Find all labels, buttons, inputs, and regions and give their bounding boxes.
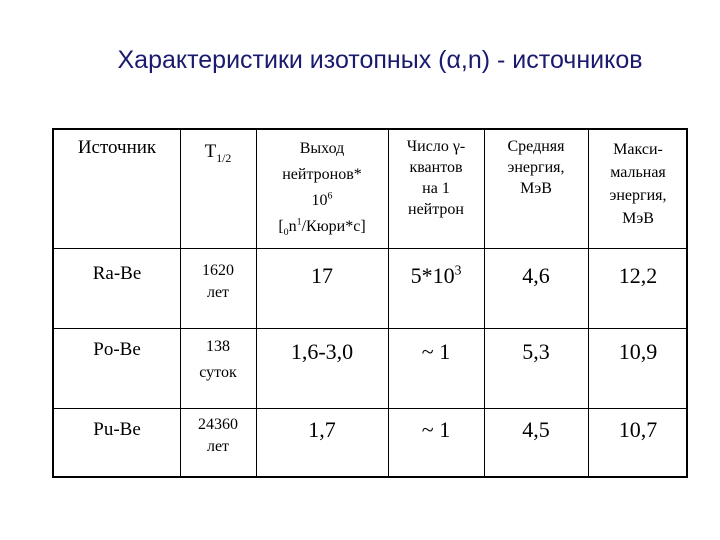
- slide-title: Характеристики изотопных (α,n) - источников: [117, 46, 643, 74]
- cell-gamma-count: ~ 1: [421, 417, 451, 442]
- header-max-energy: Макси- мальная энергия, МэВ: [609, 141, 667, 227]
- header-gamma-count: Число γ- квантов на 1 нейтрон: [406, 138, 466, 218]
- cell-half-life: 24360 лет: [198, 416, 238, 455]
- cell-average-energy: 5,3: [522, 339, 550, 364]
- cell-neutron-yield: 17: [311, 263, 333, 288]
- header-neutron-yield: Выход нейтронов* $10^6$ $[_0n^1/Кюри*с]$: [278, 140, 366, 239]
- header-source: Источник: [77, 137, 157, 158]
- cell-half-life: 138 суток: [199, 338, 237, 381]
- cell-average-energy: 4,5: [522, 417, 550, 442]
- cell-max-energy: 12,2: [618, 263, 658, 288]
- cell-gamma-count: $5*10^3$: [410, 262, 462, 288]
- cell-max-energy: 10,7: [618, 417, 658, 442]
- isotope-sources-table: [52, 128, 688, 478]
- cell-max-energy: 10,9: [618, 339, 658, 364]
- header-half-life: $T_{1/2}$: [204, 141, 232, 165]
- cell-neutron-yield: 1,6-3,0: [290, 339, 354, 364]
- row-divider: [54, 328, 686, 329]
- row-divider: [54, 408, 686, 409]
- cell-half-life: 1620 лет: [202, 262, 234, 301]
- cell-neutron-yield: 1,7: [308, 417, 336, 442]
- cell-source: Pu-Be: [93, 419, 141, 440]
- cell-source: Ra-Be: [92, 263, 142, 284]
- cell-source: Po-Be: [93, 339, 141, 360]
- header-average-energy: Средняя энергия, МэВ: [507, 138, 565, 197]
- cell-gamma-count: ~ 1: [421, 339, 451, 364]
- cell-average-energy: 4,6: [522, 263, 550, 288]
- row-divider: [54, 248, 686, 249]
